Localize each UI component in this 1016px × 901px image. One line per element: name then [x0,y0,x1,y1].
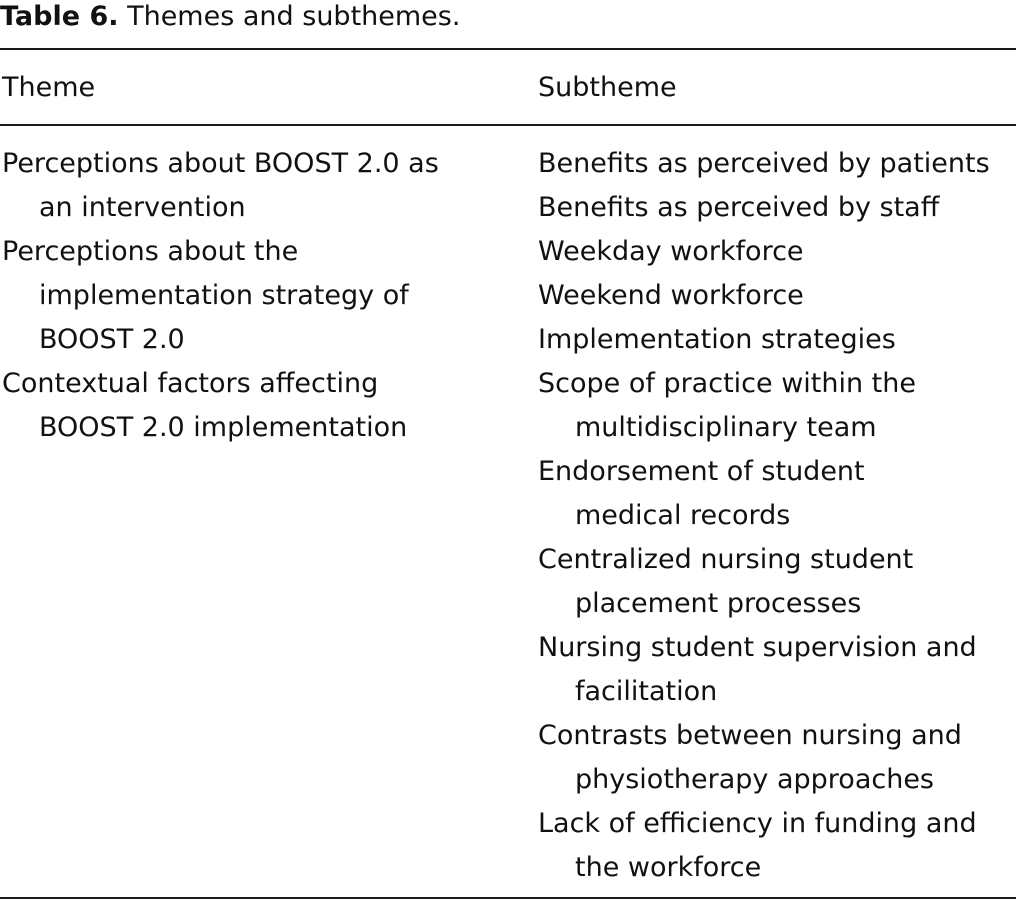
subtheme-entry [538,186,1016,230]
column-header-theme: Theme [2,72,96,103]
subtheme-entry [538,274,1016,318]
subtheme-entry [538,142,1016,186]
subtheme-entry-line: multidisciplinary team [575,412,877,443]
subtheme-entry [538,362,1016,450]
subtheme-entry [538,538,1016,626]
theme-entry-line: Perceptions about BOOST 2.0 as [2,148,439,179]
table-header-rule [0,124,1016,126]
subtheme-entry-line: Benefits as perceived by patients [538,148,990,179]
subtheme-entry [538,450,1016,538]
subtheme-entry-line: Lack of efficiency in funding and [538,808,977,839]
table-top-rule [0,48,1016,50]
table-bottom-rule [0,897,1016,899]
subtheme-entry-line: Centralized nursing student [538,544,914,575]
subtheme-entry-line: the workforce [575,852,762,883]
subtheme-entry [538,802,1016,890]
subtheme-entry-line: Implementation strategies [538,324,896,355]
subtheme-column [538,142,1016,890]
subtheme-entry-line: placement processes [575,588,862,619]
theme-entry-line: BOOST 2.0 implementation [39,412,408,443]
theme-entry-line: an intervention [39,192,246,223]
subtheme-entry-line: medical records [575,500,791,531]
subtheme-entry-line: Weekend workforce [538,280,804,311]
subtheme-entry-line: Endorsement of student [538,456,865,487]
subtheme-entry-line: Weekday workforce [538,236,804,267]
subtheme-entry-line: Contrasts between nursing and [538,720,962,751]
subtheme-entry-line: physiotherapy approaches [575,764,935,795]
subtheme-entry [538,318,1016,362]
theme-entry [2,230,522,362]
theme-entry [2,142,522,230]
theme-entry-line: Perceptions about the [2,236,299,267]
subtheme-entry-line: Nursing student supervision and [538,632,977,663]
table-caption-text: Themes and subthemes. [127,1,461,32]
theme-entry [2,362,522,450]
theme-entry-line: implementation strategy of [39,280,409,311]
column-header-subtheme: Subtheme [538,72,677,103]
theme-entry-line: BOOST 2.0 [39,324,185,355]
subtheme-entry [538,626,1016,714]
subtheme-entry [538,714,1016,802]
subtheme-entry [538,230,1016,274]
subtheme-entry-line: facilitation [575,676,718,707]
theme-column [2,142,522,450]
subtheme-entry-line: Benefits as perceived by staff [538,192,940,223]
table-caption-label: Table 6. [0,1,119,32]
table-caption [0,0,460,34]
subtheme-entry-line: Scope of practice within the [538,368,916,399]
theme-entry-line: Contextual factors affecting [2,368,379,399]
